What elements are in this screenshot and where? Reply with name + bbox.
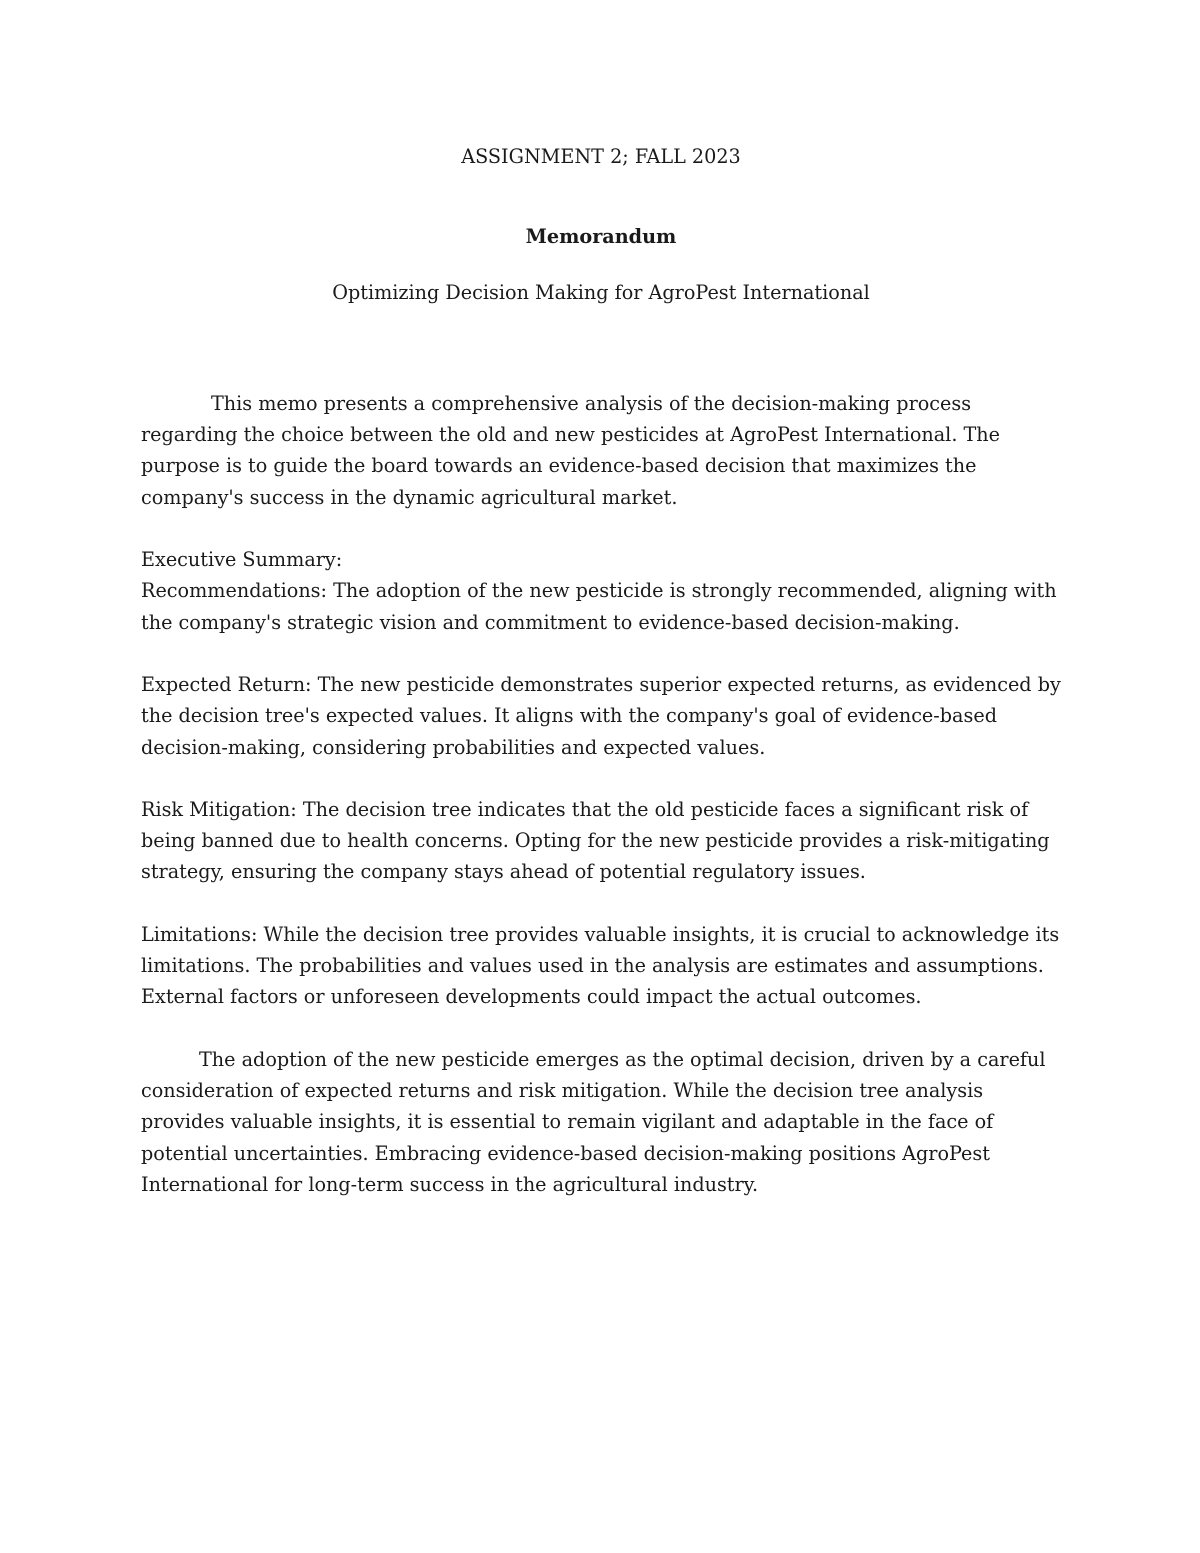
conclusion-paragraph: The adoption of the new pesticide emerges as the optimal decision, driven by a careful consideration of expected returns and risk mitigation. While the decision tree analysis provides valuable insights, it is essential to remain vigilant and adaptable in the face of potential uncertainties. Embracing evidence-based decision-making positions AgroPest International for long-term success in the agricultural industry. [141, 1047, 1046, 1196]
assignment-heading: ASSIGNMENT 2; FALL 2023 [461, 145, 741, 168]
memo-subtitle: Optimizing Decision Making for AgroPest International [332, 280, 870, 304]
risk-mitigation-paragraph: Risk Mitigation: The decision tree indicates that the old pesticide faces a significant risk of being banned due to health concerns. Opting for the new pesticide provides a risk-mitigating strategy, ensuring the company stays ahead of potential regulatory issues. [141, 797, 1050, 884]
expected-return-paragraph: Expected Return: The new pesticide demonstrates superior expected returns, as evidenced by the decision tree's expected values. It aligns with the company's goal of evidence-based decision-making, considering probabilities and expected values. [141, 672, 1061, 759]
limitations-paragraph: Limitations: While the decision tree provides valuable insights, it is crucial to acknowledge its limitations. The probabilities and values used in the analysis are estimates and assumptions. External factors or unforeseen developments could impact the actual outcomes. [141, 922, 1060, 1009]
memo-content [141, 141, 1061, 1200]
intro-paragraph: This memo presents a comprehensive analysis of the decision-making process regarding the choice between the old and new pesticides at AgroPest International. The purpose is to guide the board towards an evidence-based decision that maximizes the company's success in the dynamic agricultural market. [141, 391, 1001, 509]
memo-title: Memorandum [525, 225, 677, 249]
executive-summary-label: Executive Summary: [141, 548, 343, 572]
recommendations-paragraph: Recommendations: The adoption of the new pesticide is strongly recommended, aligning with the company's strategic vision and commitment to evidence-based decision-making. [141, 579, 1057, 634]
